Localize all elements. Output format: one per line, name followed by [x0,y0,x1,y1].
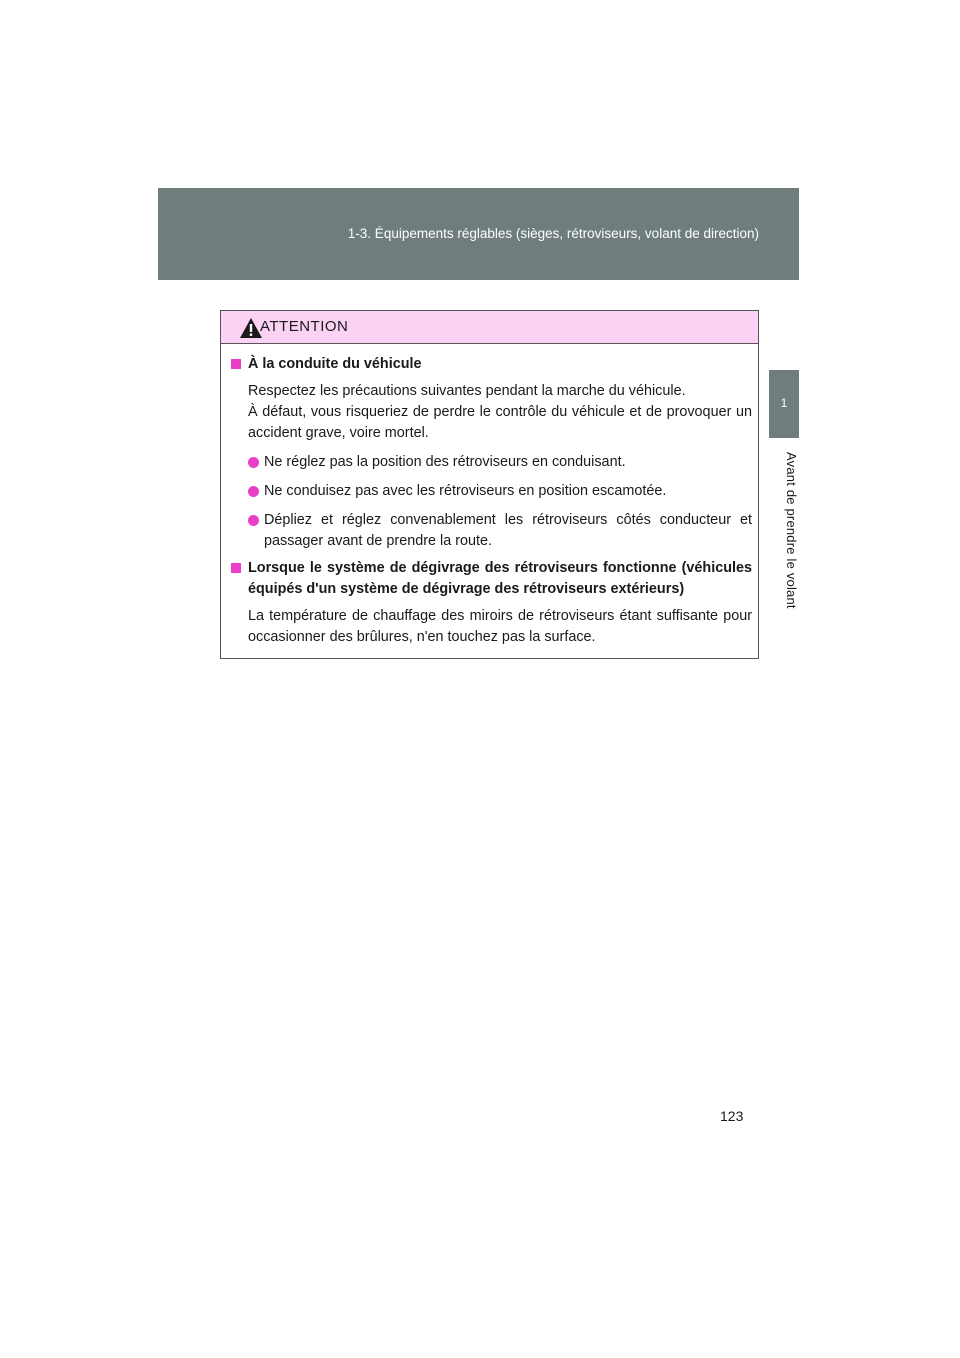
chapter-label: Avant de prendre le volant [784,452,799,609]
round-bullet-icon [248,486,259,497]
list-item-text: Ne conduisez pas avec les rétroviseurs en position escamotée. [264,483,667,499]
list-item [248,481,752,502]
caution-body [221,344,758,648]
section-title: 1-3. Équipements réglables (sièges, rétroviseurs, volant de direction) [347,226,759,241]
list-item-text: Ne réglez pas la position des rétroviseurs en conduisant. [264,454,626,470]
item-paragraph: À défaut, vous risqueriez de perdre le contrôle du véhicule et de provoquer un accident grave, voire mortel. [248,404,752,441]
item-paragraph: La température de chauffage des miroirs de rétroviseurs étant suffisante pour occasionner des brûlures, n'en touchez pas la surface. [248,608,752,645]
caution-item-defroster [231,558,752,648]
section-header-band [158,188,799,280]
square-bullet-icon [231,359,241,369]
item-heading: À la conduite du véhicule [248,356,422,372]
caution-item-driving [231,354,752,552]
round-bullet-icon [248,457,259,468]
round-bullet-icon [248,515,259,526]
chapter-number: 1 [780,396,788,410]
caution-title: ATTENTION [260,318,349,335]
list-item [248,452,752,473]
square-bullet-icon [231,563,241,573]
caution-box [220,310,759,659]
item-paragraph: Respectez les précautions suivantes pendant la marche du véhicule. [248,383,686,399]
list-item [248,510,752,552]
caution-header [221,311,758,344]
page-number: 123 [720,1108,744,1124]
list-item-text: Dépliez et réglez convenablement les rétroviseurs côtés conducteur et passager avant de prendre la route. [264,512,752,549]
chapter-tab [769,370,799,438]
item-heading: Lorsque le système de dégivrage des rétroviseurs fonctionne (véhicules équipés d'un système de dégivrage des rétroviseurs extérieurs) [248,560,752,597]
